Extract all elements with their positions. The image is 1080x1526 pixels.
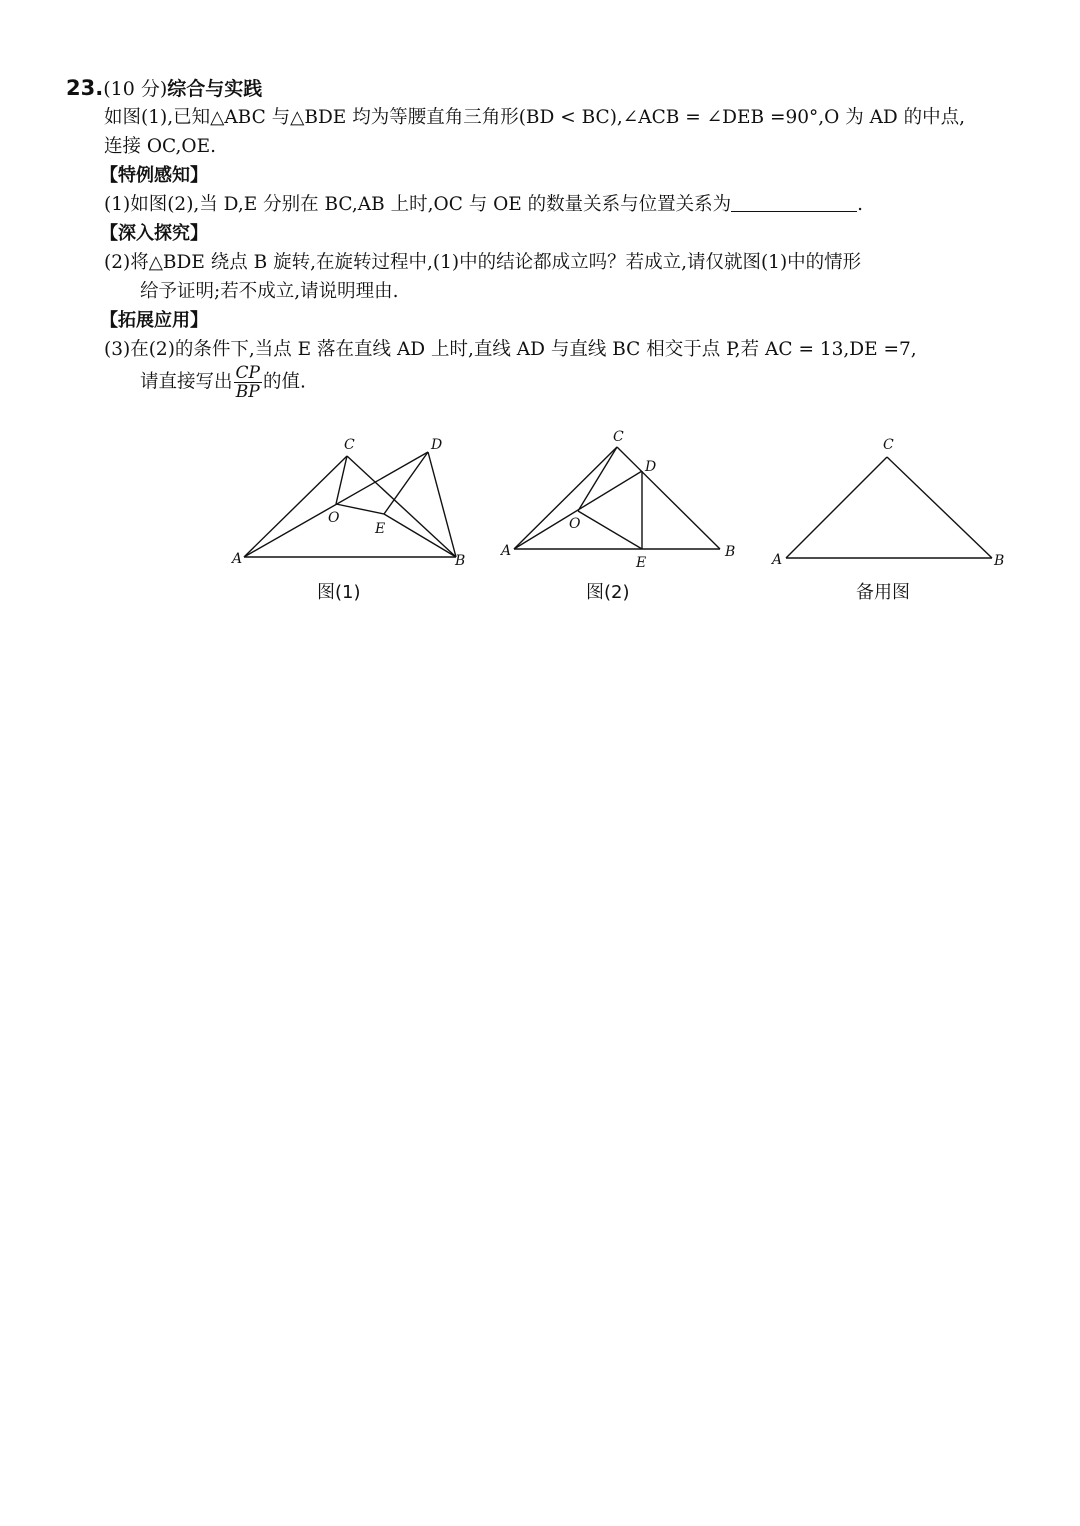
fig3-segment-ac (786, 457, 887, 558)
fig3-label-b: B (994, 553, 1005, 569)
fig2-label-a: A (501, 543, 512, 559)
question-score: (10 分) (103, 78, 168, 100)
part-3-line-2 (140, 364, 1026, 401)
fig1-label-a: A (232, 551, 243, 567)
fig2-segment-oe (578, 511, 642, 549)
fig1-label-b: B (455, 553, 466, 569)
question-23 (66, 74, 1026, 401)
fig1-segment-oc (336, 456, 347, 504)
section-deep-exploration: 【深入探究】 (100, 223, 208, 244)
part-3-pre: 请直接写出 (140, 371, 233, 393)
figure-3-lines (786, 457, 992, 558)
fraction-numerator: CP (235, 363, 260, 383)
question-number: 23. (66, 76, 104, 100)
fig3-segment-cb (887, 457, 992, 558)
figure-1-lines (244, 452, 456, 557)
fig1-segment-de (384, 452, 428, 514)
fig1-segment-cb (347, 456, 456, 557)
intro-line-2: 连接 OC,OE. (104, 136, 216, 157)
part-2-line-1: (2)将△BDE 绕点 B 旋转,在旋转过程中,(1)中的结论都成立吗？若成立,请仅就图(1)中的情形 (104, 252, 862, 273)
fig2-label-d: D (645, 459, 657, 475)
part-1-end: . (857, 194, 864, 215)
question-topic: 综合与实践 (167, 78, 263, 100)
fig2-segment-ac (514, 447, 617, 549)
part-1-text: (1)如图(2),当 D,E 分别在 BC,AB 上时,OC 与 OE 的数量关系与位置关系为 (104, 194, 732, 215)
fig1-label-o: O (328, 510, 340, 526)
question-header (66, 74, 1026, 103)
fig1-segment-oe (336, 504, 384, 514)
fig3-label-a: A (772, 552, 783, 568)
fig2-caption: 图(2) (586, 582, 630, 603)
fig1-segment-eb (384, 514, 456, 557)
fig2-label-o: O (569, 516, 581, 532)
fig2-label-c: C (613, 429, 624, 445)
section-special-case: 【特例感知】 (100, 165, 208, 186)
part-2-line-2: 给予证明;若不成立,请说明理由. (140, 281, 399, 302)
answer-blank[interactable] (731, 193, 857, 212)
part-1 (104, 190, 1026, 219)
fig1-label-e: E (375, 521, 386, 537)
fraction-cp-bp (234, 364, 262, 401)
fig2-label-e: E (636, 555, 647, 571)
fig3-caption: 备用图 (856, 582, 910, 603)
fig1-label-c: C (344, 437, 355, 453)
part-3-line-1: (3)在(2)的条件下,当点 E 落在直线 AD 上时,直线 AD 与直线 BC 相交于点 P,若 AC = 13,DE =7, (104, 339, 917, 360)
fig1-caption: 图(1) (317, 582, 361, 603)
part-3-post: 的值. (262, 371, 306, 393)
geometry-figures (220, 425, 1040, 615)
section-extension: 【拓展应用】 (100, 310, 208, 331)
fig1-segment-db (428, 452, 456, 557)
figure-2-lines (514, 447, 720, 549)
figures-row (220, 425, 1040, 615)
intro-line-1: 如图(1),已知△ABC 与△BDE 均为等腰直角三角形(BD < BC),∠ACB = ∠DEB =90°,O 为 AD 的中点, (104, 107, 966, 128)
fig1-label-d: D (431, 437, 443, 453)
fig3-label-c: C (883, 437, 894, 453)
fig2-label-b: B (725, 544, 736, 560)
fraction-denominator: BP (235, 382, 260, 402)
fig2-segment-cb (617, 447, 720, 549)
